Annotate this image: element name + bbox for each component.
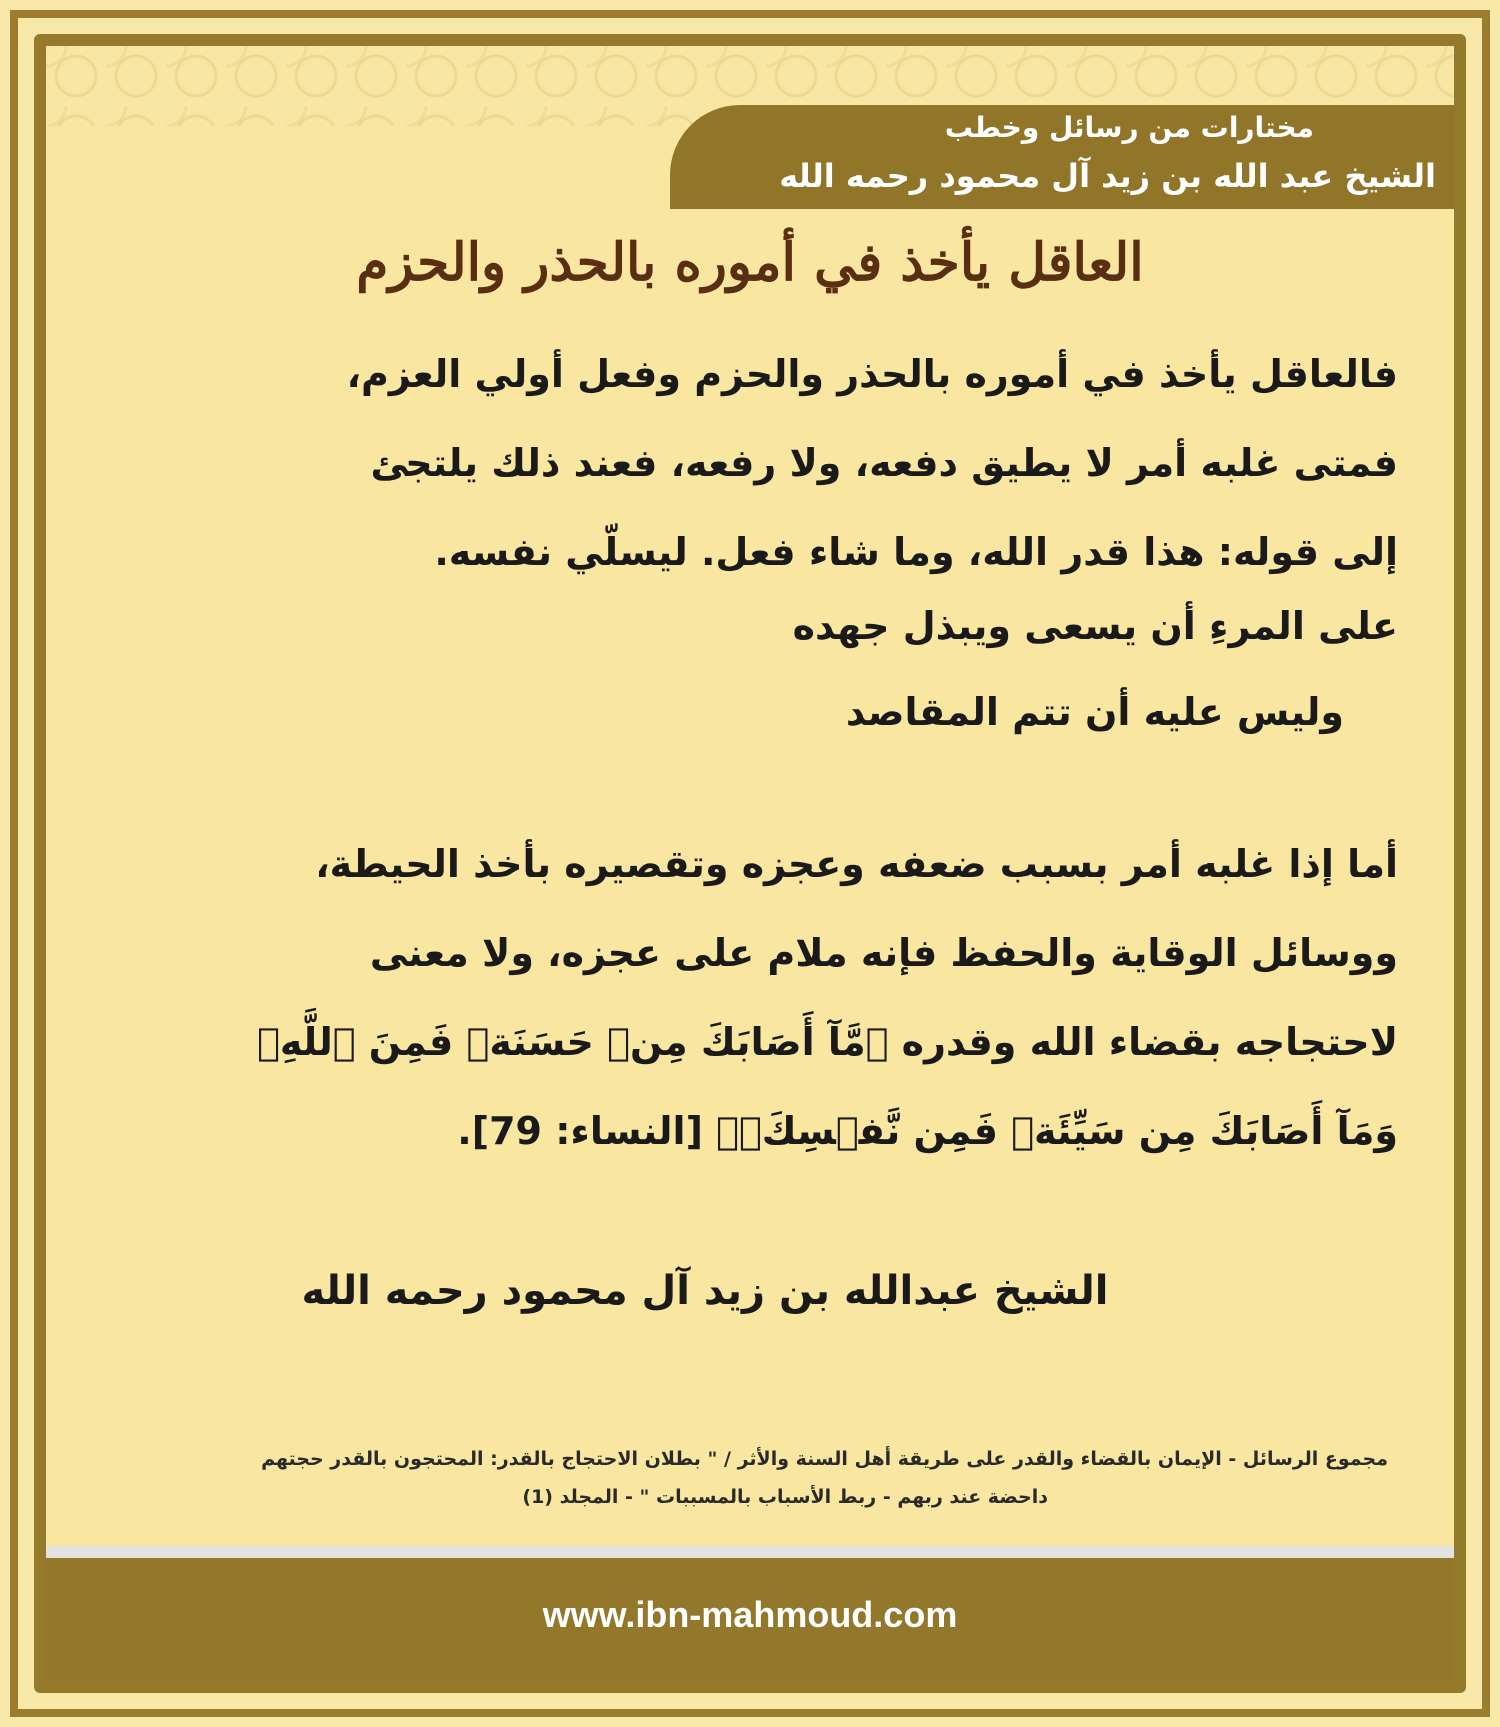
poem-line: على المرءِ أن يسعى ويبذل جهده bbox=[792, 604, 1398, 648]
quran-verse-line: لاحتجاجه بقضاء الله وقدره ﴿مَّآ أَصَابَكَ مِنۡ حَسَنَةٖ فَمِنَ ٱللَّهِۖ bbox=[257, 1020, 1398, 1064]
paragraph-1 bbox=[98, 330, 1398, 597]
source-reference bbox=[98, 1440, 1388, 1516]
poem-verse-2 bbox=[44, 668, 1344, 757]
paragraph-2-line: أما إذا غلبه أمر بسبب ضعفه وعجزه وتقصيره بأخذ الحيطة، bbox=[315, 842, 1398, 886]
paragraph-2-line: ووسائل الوقاية والحفظ فإنه ملام على عجزه، ولا معنى bbox=[369, 931, 1398, 975]
poem-verse-1 bbox=[98, 582, 1398, 671]
author-signature: الشيخ عبدالله بن زيد آل محمود رحمه الله bbox=[301, 1268, 1109, 1314]
paragraph-2 bbox=[98, 820, 1398, 1176]
header-author: الشيخ عبد الله بن زيد آل محمود رحمه الله bbox=[779, 157, 1436, 195]
page-title: العاقل يأخذ في أموره بالحذر والحزم bbox=[356, 232, 1144, 293]
header-subtitle: مختارات من رسائل وخطب bbox=[944, 111, 1314, 144]
poem-line: وليس عليه أن تتم المقاصد bbox=[845, 690, 1344, 734]
source-line: مجموع الرسائل - الإيمان بالقضاء والقدر على طريقة أهل السنة والأثر / " بطلان الاحتجاج بالقدر: المحتجون بالقدر حجتهم bbox=[261, 1448, 1388, 1470]
source-line: داحضة عند ربهم - ربط الأسباب بالمسببات " - المجلد (1) bbox=[522, 1486, 1048, 1508]
paragraph-1-line: إلى قوله: هذا قدر الله، وما شاء فعل. ليسلّي نفسه. bbox=[434, 530, 1398, 574]
header-banner bbox=[670, 105, 1454, 209]
footer-divider bbox=[46, 1546, 1454, 1558]
quran-verse-line: وَمَآ أَصَابَكَ مِن سَيِّئَةٖ فَمِن نَّفۡسِكَۚ﴾ [النساء: 79]. bbox=[457, 1109, 1398, 1153]
paragraph-1-line: فالعاقل يأخذ في أموره بالحذر والحزم وفعل أولي العزم، bbox=[346, 352, 1398, 396]
footer-bar bbox=[46, 1558, 1454, 1681]
website-link[interactable]: www.ibn-mahmoud.com bbox=[542, 1594, 958, 1635]
paragraph-1-line: فمتى غلبه أمر لا يطيق دفعه، ولا رفعه، فعند ذلك يلتجئ bbox=[370, 441, 1398, 485]
